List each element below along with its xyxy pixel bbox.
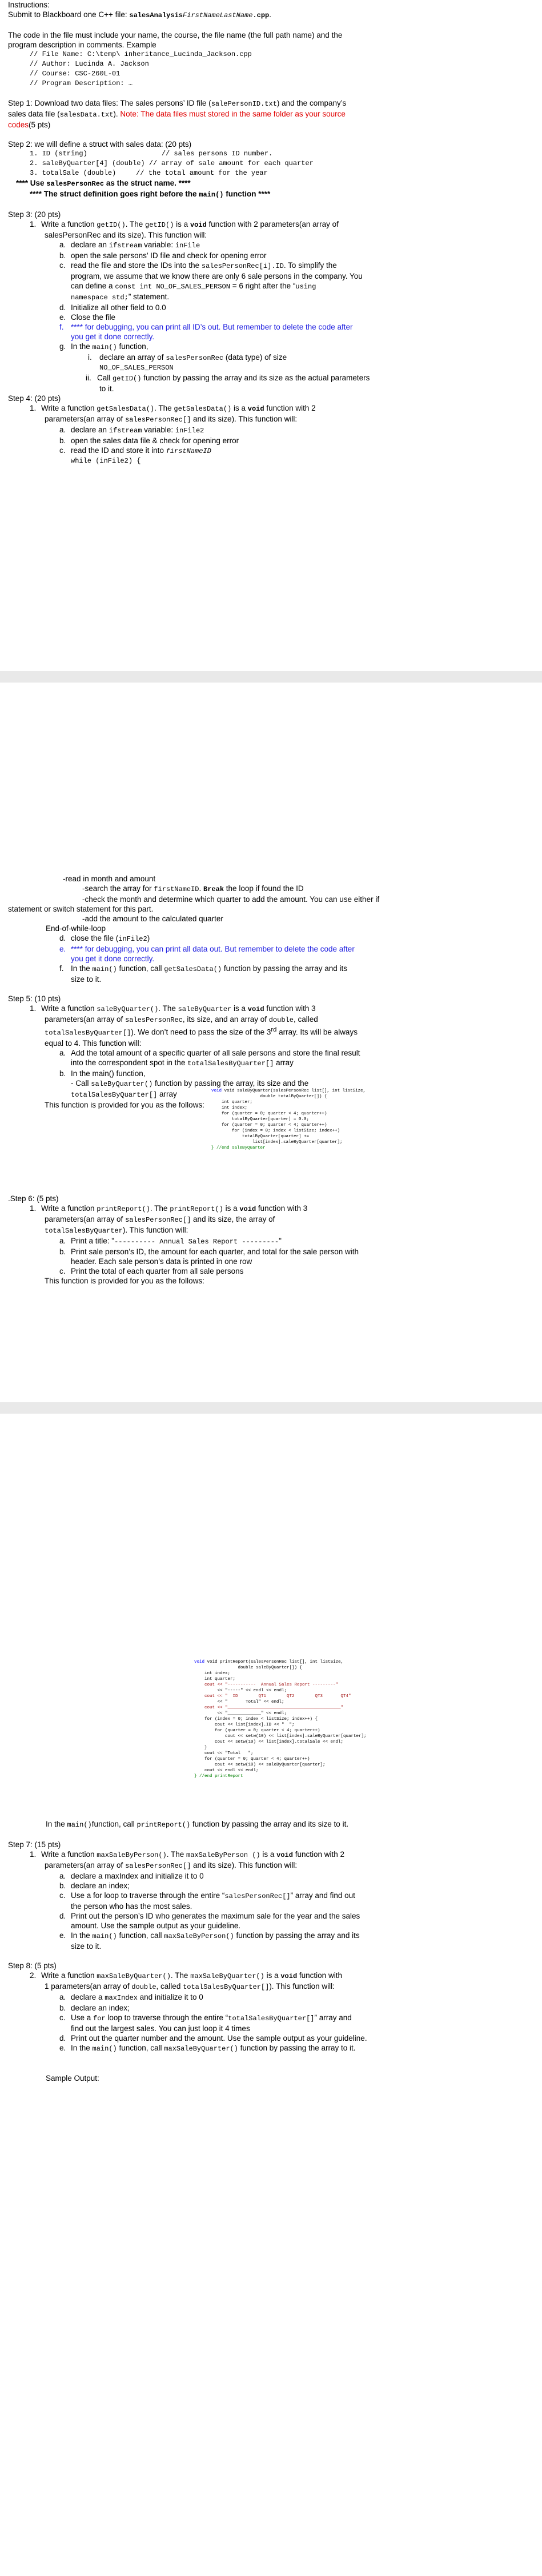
step2-definition-note: **** The struct definition goes right before the main() function **** (30, 190, 271, 199)
step2-field-3: 3. totalSale (double) // the total amount for the year (30, 169, 268, 177)
example-comment-2: // Author: Lucinda A. Jackson (30, 60, 149, 68)
step4-d: d. close the file (inFile2) (59, 934, 150, 943)
step3-c: c. read the file and store the IDs into the salesPersonRec[i].ID. To simplify the (59, 261, 337, 270)
step7-c-line2: the person who has the most sales. (71, 1902, 192, 1911)
step1-line-1: Step 1: Download two data files: The sales persons’ ID file (salePersonID.txt) and the company’s (8, 99, 347, 108)
step3-f: f. **** for debugging, you can print all ID’s out. But remember to delete the code after (59, 323, 353, 331)
step8-b: b. declare an index; (59, 2004, 130, 2012)
code1-line: for (quarter = 0; quarter < 4; quarter++) (211, 1123, 327, 1127)
step5-line-3: totalSalesByQuarter[]). We don’t need to pass the size of the 3rd array. Its will be always (45, 1026, 358, 1037)
step3-g-i-line2: NO_OF_SALES_PERSON (99, 364, 174, 372)
code2-line: void void printReport(salesPersonRec list[], int listSize, (194, 1660, 344, 1664)
step7-e: e. In the main() function, call maxSaleByPerson() function by passing the array and its (59, 1931, 360, 1940)
code1-line: totalByQuarter[quarter] += (211, 1134, 310, 1139)
step2-field-2: 2. saleByQuarter[4] (double) // array of sale amount for each quarter (30, 159, 314, 167)
step5-b: b. In the main() function, (59, 1069, 146, 1078)
step3-c-line2: program, we assume that we know there are only 6 sale persons in the company. You (71, 272, 363, 280)
code-print-report (194, 1659, 367, 1802)
code2-line: cout << " ID QT1 QT2 QT3 QT4" (194, 1694, 351, 1699)
step7-b: b. declare an index; (59, 1881, 130, 1890)
step3-c-line4: namespace std;” statement. (71, 292, 170, 302)
example-comment-4: // Program Description: … (30, 79, 133, 87)
code2-line: cout << setw(10) << list[index].saleByQuarter[quarter]; (194, 1734, 367, 1739)
code2-line: double saleByQuarter[]) { (194, 1666, 303, 1670)
code2-line: cout << list[index].ID << " "; (194, 1723, 295, 1727)
step4-p2-1: -read in month and amount (63, 874, 156, 883)
step4-item-1: 1. Write a function getSalesData(). The getSalesData() is a void function with 2 (30, 404, 316, 413)
page-break-2 (0, 1402, 542, 1414)
code2-line: int index; (194, 1671, 231, 1676)
step6-title: .Step 6: (5 pts) (8, 1194, 59, 1203)
step3-g-ii: ii. Call getID() function by passing the array and its size as the actual parameters (86, 374, 370, 383)
step5-line-4: equal to 4. This function will: (45, 1038, 142, 1048)
step8-a: a. declare a maxIndex and initialize it to 0 (59, 1993, 203, 2002)
step4-b: b. open the sales data file & check for opening error (59, 436, 239, 445)
code1-line: for (index = 0; index < listSize; index++) (211, 1129, 340, 1133)
code1-line: double totalByQuarter[]) { (211, 1094, 327, 1099)
step5-title: Step 5: (10 pts) (8, 994, 61, 1003)
code2-line: cout << "Total "; (194, 1751, 254, 1756)
step5-item-1: 1. Write a function saleByQuarter(). The saleByQuarter is a void function with 3 (30, 1004, 316, 1013)
step6-c: c. Print the total of each quarter from all sale persons (59, 1267, 244, 1275)
page-3 (0, 1819, 542, 2083)
code2-line: << "-----" << endl << endl; (194, 1688, 287, 1693)
step6-provided: This function is provided for you as the follows: (45, 1277, 204, 1285)
step4-e: e. **** for debugging, you can print all data out. But remember to delete the code after (59, 945, 355, 953)
submit-line: Submit to Blackboard one C++ file: salesAnalysisFirstNameLastName.cpp. (8, 10, 271, 19)
step2-use-struct: **** Use salesPersonRec as the struct name. **** (16, 179, 191, 188)
step3-item-1-cont: salesPersonRec and its size). This function will: (45, 231, 207, 239)
step5-a: a. Add the total amount of a specific quarter of all sale persons and store the final result (59, 1048, 360, 1057)
step3-c-line3: can define a const int NO_OF_SALES_PERSON = 6 right after the “using (71, 282, 316, 291)
code2-line: << "_____________" << endl; (194, 1711, 287, 1716)
step7-d: d. Print out the person’s ID who generates the maximum sale for the year and the sales (59, 1912, 360, 1920)
step3-b: b. open the sale persons’ ID file and check for opening error (59, 251, 267, 260)
step3-a: a. declare an ifstream variable: inFile (59, 240, 200, 250)
code-sale-by-quarter (211, 1088, 366, 1174)
step2-field-1: 1. ID (string) // sales persons ID number. (30, 150, 273, 158)
step6-b-line2: header. Each sale person’s data is printed in one row (71, 1257, 252, 1266)
step7-a: a. declare a maxIndex and initialize it to 0 (59, 1872, 204, 1880)
step3-g-i: i. declare an array of salesPersonRec (data type) of size (88, 353, 287, 362)
step6-b: b. Print sale person’s ID, the amount for each quarter, and total for the sale person with (59, 1247, 359, 1256)
step6-item-1: 1. Write a function printReport(). The printReport() is a void function with 3 (30, 1204, 308, 1213)
step3-d: d. Initialize all other field to 0.0 (59, 303, 166, 312)
step8-c: c. Use a for loop to traverse through the entire “totalSalesByQuarter[]” array and (59, 2013, 352, 2023)
page-2-content (0, 874, 542, 1110)
step5-b-line2: - Call saleByQuarter() function by passing the array, its size and the (71, 1078, 309, 1088)
page-1-content (0, 0, 542, 466)
code1-line: void void saleByQuarter(salesPersonRec list[], int listSize, (211, 1089, 366, 1093)
step6-line-3: totalSalesByQuarter). This function will: (45, 1226, 188, 1235)
step4-f-line2: size to it. (71, 975, 102, 984)
step8-title: Step 8: (5 pts) (8, 1961, 57, 1970)
code2-line: cout << setw(10) << saleByQuarter[quarter]; (194, 1763, 326, 1767)
code2-line: } (194, 1746, 207, 1750)
step8-line-2: 1 parameters(an array of double, called totalSalesByQuarter[]). This function will: (45, 1982, 335, 1991)
code1-line: list[index].saleByQuarter[quarter]; (211, 1140, 343, 1145)
code1-line: } //end saleByQuarter (211, 1146, 266, 1150)
example-comment-3: // Course: CSC-260L-01 (30, 70, 121, 78)
step4-e-line2: you get it done correctly. (71, 954, 155, 963)
code2-line: << " Total" << endl; (194, 1700, 284, 1704)
step4-c: c. read the ID and store it into firstNameID (59, 446, 211, 455)
step1-line-3: codes(5 pts) (8, 121, 51, 129)
step4-p2-4: statement or switch statement for this part. (8, 905, 154, 913)
code2-line: cout << "____________________________________________" (194, 1706, 344, 1710)
step8-d: d. Print out the quarter number and the amount. Use the sample output as your guideline. (59, 2034, 367, 2043)
step8-e: e. In the main() function, call maxSaleByQuarter() function by passing the array to it. (59, 2044, 356, 2053)
code2-line: for (quarter = 0; quarter < 4; quarter++) (194, 1757, 310, 1762)
step7-e-line2: size to it. (71, 1942, 102, 1951)
code2-line: int quarter; (194, 1677, 236, 1682)
step5-provided: This function is provided for you as the follows: (45, 1100, 204, 1109)
code1-line: int quarter; (211, 1100, 253, 1105)
sample-output-label: Sample Output: (46, 2074, 99, 2083)
step3-item-1: 1. Write a function getID(). The getID() is a void function with 2 parameters(an array of (30, 220, 339, 229)
step8-c-line2: find out the largest sales. You can just loop it 4 times (71, 2024, 250, 2033)
code1-line: for (quarter = 0; quarter < 4; quarter++) (211, 1112, 327, 1116)
step4-p2-5: -add the amount to the calculated quarter (82, 914, 223, 923)
step6-a: a. Print a title: "---------- Annual Sales Report ---------" (59, 1237, 282, 1246)
page-1 (0, 0, 542, 466)
intro-line-1: The code in the file must include your name, the course, the file name (the full path name) and the (8, 31, 343, 39)
step4-p2-2: -search the array for firstNameID. Break the loop if found the ID (82, 884, 304, 893)
code1-line: totalByQuarter[quarter] = 0.0; (211, 1117, 310, 1122)
step6-after: In the main()function, call printReport() function by passing the array and its size to it. (46, 1820, 349, 1829)
step4-title: Step 4: (20 pts) (8, 394, 61, 403)
instructions-heading: Instructions: (8, 1, 50, 9)
step3-g: g. In the main() function, (59, 342, 148, 351)
step4-p2-3: -check the month and determine which quarter to add the amount. You can use either if (82, 895, 380, 904)
step6-line-2: parameters(an array of salesPersonRec[] and its size, the array of (45, 1215, 275, 1224)
step5-line-2: parameters(an array of salesPersonRec, its size, and an array of double, called (45, 1015, 318, 1024)
step4-item-1-cont: parameters(an array of salesPersonRec[] and its size). This function will: (45, 415, 298, 424)
step4-while: while (inFile2) { (71, 457, 141, 465)
step7-item-1: 1. Write a function maxSaleByPerson(). The maxSaleByPerson () is a void function with 2 (30, 1850, 345, 1859)
step3-title: Step 3: (20 pts) (8, 210, 61, 219)
step3-f-line2: you get it done correctly. (71, 332, 155, 341)
step5-a-line2: into the correspondent spot in the totalSalesByQuarter[] array (71, 1058, 294, 1068)
code2-line: for (index = 0; index < listSize; index++) { (194, 1717, 318, 1722)
step7-c: c. Use a for loop to traverse through the entire “salesPersonRec[]” array and find out (59, 1891, 355, 1900)
code1-line: int index; (211, 1106, 248, 1110)
step2-title: Step 2: we will define a struct with sales data: (20 pts) (8, 140, 192, 149)
code2-line: cout << endl << endl; (194, 1768, 259, 1773)
page-break-1 (0, 671, 542, 683)
step3-e: e. Close the file (59, 313, 116, 322)
step5-b-line3: totalSalesByQuarter[] array (71, 1089, 177, 1099)
code2-line: cout << setw(10) << list[index].totalSale << endl; (194, 1740, 344, 1744)
code2-line: } //end printReport (194, 1774, 243, 1779)
step4-end-loop: End-of-while-loop (46, 924, 106, 933)
code2-line: cout << "----------- Annual Sales Report ---------" (194, 1683, 339, 1687)
step7-line-2: parameters(an array of salesPersonRec[] and its size). This function will: (45, 1861, 298, 1870)
page-2-step6 (0, 1194, 542, 1286)
step8-item-1: 2. Write a function maxSaleByQuarter(). The maxSaleByQuarter() is a void function with (30, 1971, 342, 1980)
step1-line-2: sales data file (salesData.txt). Note: The data files must stored in the same folder as your source (8, 110, 346, 119)
step4-a: a. declare an ifstream variable: inFile2 (59, 426, 204, 435)
step3-g-ii-line2: to it. (99, 384, 114, 393)
page-2 (0, 874, 542, 1110)
code2-line: for (quarter = 0; quarter < 4; quarter++) (194, 1728, 320, 1733)
example-comment-1: // File Name: C:\temp\ inheritance_Lucinda_Jackson.cpp (30, 50, 252, 58)
step7-title: Step 7: (15 pts) (8, 1840, 61, 1849)
intro-line-2: program description in comments. Example (8, 41, 156, 49)
step4-f: f. In the main() function, call getSalesData() function by passing the array and its (59, 964, 348, 973)
step7-d-line2: amount. Use the sample output as your guideline. (71, 1921, 241, 1930)
